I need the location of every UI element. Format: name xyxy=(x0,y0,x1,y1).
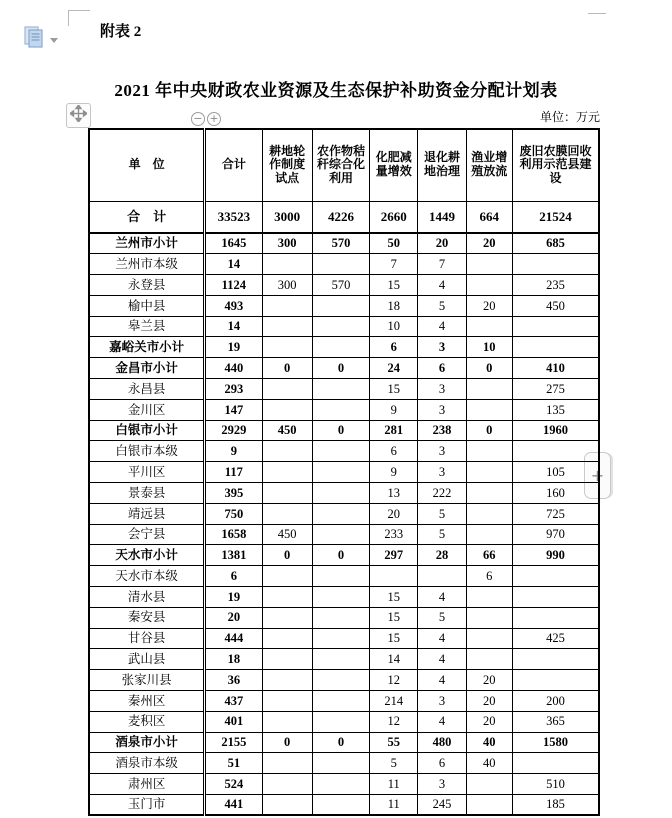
value-cell[interactable]: 40 xyxy=(466,732,512,753)
unit-cell[interactable]: 靖远县 xyxy=(89,503,205,524)
value-cell[interactable] xyxy=(512,441,599,462)
value-cell[interactable] xyxy=(262,337,312,358)
value-cell[interactable]: 15 xyxy=(370,379,418,400)
value-cell[interactable] xyxy=(262,483,312,504)
value-cell[interactable] xyxy=(466,774,512,795)
unit-cell[interactable]: 秦州区 xyxy=(89,691,205,712)
value-cell[interactable]: 450 xyxy=(262,524,312,545)
value-cell[interactable]: 6 xyxy=(466,566,512,587)
value-cell[interactable]: 200 xyxy=(512,691,599,712)
paste-options-icon xyxy=(24,26,44,53)
value-cell[interactable]: 6 xyxy=(418,358,466,379)
unit-cell[interactable]: 兰州市本级 xyxy=(89,254,205,275)
value-cell[interactable]: 12 xyxy=(370,711,418,732)
value-cell[interactable]: 1658 xyxy=(205,524,262,545)
value-cell[interactable]: 4 xyxy=(418,649,466,670)
value-cell[interactable] xyxy=(466,483,512,504)
table-row xyxy=(89,441,599,462)
value-cell[interactable] xyxy=(262,711,312,732)
value-cell[interactable]: 6 xyxy=(370,441,418,462)
value-cell[interactable]: 441 xyxy=(205,795,262,816)
value-cell[interactable] xyxy=(262,753,312,774)
value-cell[interactable] xyxy=(312,483,369,504)
page-corner-mark-left xyxy=(68,10,90,26)
value-cell[interactable] xyxy=(262,649,312,670)
value-cell[interactable]: 3 xyxy=(418,441,466,462)
value-cell[interactable] xyxy=(466,649,512,670)
value-cell[interactable]: 0 xyxy=(466,420,512,441)
unit-cell[interactable]: 天水市本级 xyxy=(89,566,205,587)
table-row xyxy=(89,711,599,732)
value-cell[interactable] xyxy=(512,649,599,670)
value-cell[interactable] xyxy=(512,254,599,275)
value-cell[interactable] xyxy=(312,566,369,587)
table-row xyxy=(89,462,599,483)
table-row xyxy=(89,295,599,316)
value-cell[interactable]: 14 xyxy=(370,649,418,670)
value-cell[interactable] xyxy=(312,607,369,628)
value-cell[interactable]: 4 xyxy=(418,587,466,608)
value-cell[interactable] xyxy=(262,295,312,316)
unit-cell[interactable]: 合 计 xyxy=(89,201,205,233)
value-cell[interactable]: 6 xyxy=(418,753,466,774)
value-cell[interactable]: 5 xyxy=(418,295,466,316)
value-cell[interactable]: 20 xyxy=(466,233,512,254)
value-cell[interactable]: 0 xyxy=(262,545,312,566)
header-row xyxy=(89,129,599,201)
value-cell[interactable]: 725 xyxy=(512,503,599,524)
value-cell[interactable]: 570 xyxy=(312,275,369,296)
doc-label: 附表 2 xyxy=(100,24,142,40)
value-cell[interactable] xyxy=(466,399,512,420)
page-title: 2021 年中央财政农业资源及生态保护补助资金分配计划表 xyxy=(114,81,558,100)
value-cell[interactable] xyxy=(466,628,512,649)
value-cell[interactable] xyxy=(312,628,369,649)
value-cell[interactable]: 5 xyxy=(418,503,466,524)
value-cell[interactable]: 2155 xyxy=(205,732,262,753)
unit-cell[interactable]: 皋兰县 xyxy=(89,316,205,337)
unit-cell[interactable]: 肃州区 xyxy=(89,774,205,795)
value-cell[interactable]: 14 xyxy=(205,254,262,275)
table-row xyxy=(89,649,599,670)
table-row xyxy=(89,399,599,420)
column-header[interactable]: 合计 xyxy=(205,129,262,201)
table-row xyxy=(89,316,599,337)
unit-cell[interactable]: 武山县 xyxy=(89,649,205,670)
value-cell[interactable]: 18 xyxy=(370,295,418,316)
unit-cell[interactable]: 永昌县 xyxy=(89,379,205,400)
value-cell[interactable] xyxy=(312,711,369,732)
value-cell[interactable]: 425 xyxy=(512,628,599,649)
value-cell[interactable]: 401 xyxy=(205,711,262,732)
value-cell[interactable]: 21524 xyxy=(512,201,599,233)
value-cell[interactable] xyxy=(312,524,369,545)
unit-note: 单位：万元 xyxy=(539,110,600,124)
unit-cell[interactable]: 酒泉市本级 xyxy=(89,753,205,774)
value-cell[interactable]: 970 xyxy=(512,524,599,545)
table-row xyxy=(89,545,599,566)
add-column-button[interactable]: + xyxy=(584,452,611,499)
value-cell[interactable] xyxy=(262,774,312,795)
value-cell[interactable]: 293 xyxy=(205,379,262,400)
value-cell[interactable]: 11 xyxy=(370,795,418,816)
table-header xyxy=(89,129,599,201)
value-cell[interactable]: 685 xyxy=(512,233,599,254)
value-cell[interactable] xyxy=(312,379,369,400)
value-cell[interactable]: 135 xyxy=(512,399,599,420)
value-cell[interactable]: 365 xyxy=(512,711,599,732)
unit-cell[interactable]: 景泰县 xyxy=(89,483,205,504)
value-cell[interactable]: 1960 xyxy=(512,420,599,441)
value-cell[interactable]: 5 xyxy=(418,524,466,545)
value-cell[interactable]: 0 xyxy=(312,545,369,566)
value-cell[interactable]: 4 xyxy=(418,628,466,649)
table-row xyxy=(89,254,599,275)
table-row xyxy=(89,420,599,441)
value-cell[interactable] xyxy=(262,628,312,649)
value-cell[interactable]: 238 xyxy=(418,420,466,441)
table-row xyxy=(89,566,599,587)
table-row xyxy=(89,503,599,524)
unit-cell[interactable]: 秦安县 xyxy=(89,607,205,628)
unit-cell[interactable]: 榆中县 xyxy=(89,295,205,316)
table-row xyxy=(89,201,599,233)
value-cell[interactable]: 233 xyxy=(370,524,418,545)
value-cell[interactable] xyxy=(466,587,512,608)
value-cell[interactable] xyxy=(466,462,512,483)
value-cell[interactable]: 10 xyxy=(370,316,418,337)
value-cell[interactable]: 0 xyxy=(312,420,369,441)
value-cell[interactable] xyxy=(370,566,418,587)
value-cell[interactable] xyxy=(262,607,312,628)
move-icon xyxy=(70,105,87,127)
value-cell[interactable]: 3 xyxy=(418,379,466,400)
value-cell[interactable]: 1645 xyxy=(205,233,262,254)
unit-cell[interactable]: 嘉峪关市小计 xyxy=(89,337,205,358)
value-cell[interactable] xyxy=(262,379,312,400)
table-row xyxy=(89,483,599,504)
value-cell[interactable]: 5 xyxy=(418,607,466,628)
value-cell[interactable] xyxy=(262,795,312,816)
unit-cell[interactable]: 兰州市小计 xyxy=(89,233,205,254)
table-row xyxy=(89,795,599,816)
value-cell[interactable]: 2929 xyxy=(205,420,262,441)
table-row xyxy=(89,275,599,296)
value-cell[interactable]: 20 xyxy=(466,711,512,732)
table-row xyxy=(89,732,599,753)
value-cell[interactable]: 570 xyxy=(312,233,369,254)
value-cell[interactable]: 9 xyxy=(370,462,418,483)
value-cell[interactable]: 235 xyxy=(512,275,599,296)
unit-cell[interactable]: 清水县 xyxy=(89,587,205,608)
value-cell[interactable]: 4 xyxy=(418,670,466,691)
value-cell[interactable] xyxy=(512,587,599,608)
value-cell[interactable]: 4226 xyxy=(312,201,369,233)
value-cell[interactable]: 33523 xyxy=(205,201,262,233)
value-cell[interactable]: 6 xyxy=(370,337,418,358)
unit-cell[interactable]: 麦积区 xyxy=(89,711,205,732)
unit-cell[interactable]: 白银市本级 xyxy=(89,441,205,462)
value-cell[interactable] xyxy=(262,254,312,275)
value-cell[interactable]: 2660 xyxy=(370,201,418,233)
value-cell[interactable] xyxy=(466,441,512,462)
value-cell[interactable] xyxy=(418,566,466,587)
value-cell[interactable]: 1449 xyxy=(418,201,466,233)
value-cell[interactable]: 55 xyxy=(370,732,418,753)
table-row xyxy=(89,587,599,608)
value-cell[interactable]: 185 xyxy=(512,795,599,816)
value-cell[interactable]: 20 xyxy=(418,233,466,254)
value-cell[interactable] xyxy=(512,753,599,774)
value-cell[interactable]: 3 xyxy=(418,774,466,795)
value-cell[interactable]: 750 xyxy=(205,503,262,524)
value-cell[interactable]: 664 xyxy=(466,201,512,233)
value-cell[interactable]: 20 xyxy=(466,295,512,316)
unit-cell[interactable]: 白银市小计 xyxy=(89,420,205,441)
value-cell[interactable]: 0 xyxy=(262,358,312,379)
value-cell[interactable]: 3 xyxy=(418,691,466,712)
value-cell[interactable]: 10 xyxy=(466,337,512,358)
unit-cell[interactable]: 甘谷县 xyxy=(89,628,205,649)
column-header[interactable]: 废旧农膜回收利用示范县建设 xyxy=(512,129,599,201)
table-row xyxy=(89,670,599,691)
value-cell[interactable]: 395 xyxy=(205,483,262,504)
value-cell[interactable]: 410 xyxy=(512,358,599,379)
table-row xyxy=(89,379,599,400)
value-cell[interactable]: 450 xyxy=(512,295,599,316)
value-cell[interactable] xyxy=(312,295,369,316)
value-cell[interactable]: 1381 xyxy=(205,545,262,566)
value-cell[interactable]: 5 xyxy=(370,753,418,774)
value-cell[interactable]: 117 xyxy=(205,462,262,483)
value-cell[interactable]: 105 xyxy=(512,462,599,483)
value-cell[interactable]: 15 xyxy=(370,587,418,608)
value-cell[interactable]: 19 xyxy=(205,587,262,608)
value-cell[interactable] xyxy=(312,587,369,608)
table-row xyxy=(89,774,599,795)
table-move-handle[interactable] xyxy=(66,103,91,128)
value-cell[interactable] xyxy=(466,607,512,628)
value-cell[interactable] xyxy=(262,587,312,608)
value-cell[interactable] xyxy=(262,316,312,337)
table-row xyxy=(89,607,599,628)
value-cell[interactable] xyxy=(466,254,512,275)
value-cell[interactable]: 15 xyxy=(370,275,418,296)
chevron-down-icon[interactable] xyxy=(50,38,58,43)
value-cell[interactable] xyxy=(262,670,312,691)
unit-cell[interactable]: 金川区 xyxy=(89,399,205,420)
value-cell[interactable]: 50 xyxy=(370,233,418,254)
value-cell[interactable]: 1580 xyxy=(512,732,599,753)
value-cell[interactable]: 36 xyxy=(205,670,262,691)
unit-cell[interactable]: 天水市小计 xyxy=(89,545,205,566)
value-cell[interactable]: 245 xyxy=(418,795,466,816)
value-cell[interactable] xyxy=(312,337,369,358)
table-row xyxy=(89,337,599,358)
value-cell[interactable]: 66 xyxy=(466,545,512,566)
value-cell[interactable] xyxy=(312,753,369,774)
value-cell[interactable]: 18 xyxy=(205,649,262,670)
value-cell[interactable] xyxy=(512,337,599,358)
value-cell[interactable]: 15 xyxy=(370,607,418,628)
value-cell[interactable] xyxy=(312,441,369,462)
value-cell[interactable]: 214 xyxy=(370,691,418,712)
value-cell[interactable]: 222 xyxy=(418,483,466,504)
table-row xyxy=(89,753,599,774)
value-cell[interactable]: 0 xyxy=(466,358,512,379)
value-cell[interactable] xyxy=(312,795,369,816)
value-cell[interactable]: 4 xyxy=(418,711,466,732)
value-cell[interactable]: 437 xyxy=(205,691,262,712)
value-cell[interactable] xyxy=(312,649,369,670)
table-row xyxy=(89,358,599,379)
value-cell[interactable] xyxy=(312,670,369,691)
value-cell[interactable]: 20 xyxy=(466,670,512,691)
value-cell[interactable]: 7 xyxy=(418,254,466,275)
value-cell[interactable] xyxy=(466,275,512,296)
value-cell[interactable] xyxy=(466,503,512,524)
value-cell[interactable]: 300 xyxy=(262,233,312,254)
value-cell[interactable]: 0 xyxy=(312,732,369,753)
allocation-table xyxy=(88,128,600,816)
value-cell[interactable]: 990 xyxy=(512,545,599,566)
value-cell[interactable] xyxy=(312,254,369,275)
column-header[interactable]: 耕地轮作制度试点 xyxy=(262,129,312,201)
value-cell[interactable]: 524 xyxy=(205,774,262,795)
value-cell[interactable]: 6 xyxy=(205,566,262,587)
value-cell[interactable]: 3 xyxy=(418,399,466,420)
column-header[interactable]: 单 位 xyxy=(89,129,205,201)
value-cell[interactable]: 28 xyxy=(418,545,466,566)
table-body xyxy=(89,201,599,815)
value-cell[interactable]: 297 xyxy=(370,545,418,566)
value-cell[interactable]: 160 xyxy=(512,483,599,504)
value-cell[interactable] xyxy=(262,441,312,462)
value-cell[interactable] xyxy=(512,566,599,587)
paste-options-button[interactable] xyxy=(24,27,58,51)
value-cell[interactable]: 19 xyxy=(205,337,262,358)
value-cell[interactable]: 15 xyxy=(370,628,418,649)
value-cell[interactable]: 20 xyxy=(370,503,418,524)
value-cell[interactable] xyxy=(312,399,369,420)
value-cell[interactable]: 3000 xyxy=(262,201,312,233)
unit-cell[interactable]: 会宁县 xyxy=(89,524,205,545)
value-cell[interactable]: 480 xyxy=(418,732,466,753)
value-cell[interactable]: 147 xyxy=(205,399,262,420)
value-cell[interactable] xyxy=(466,316,512,337)
value-cell[interactable] xyxy=(312,316,369,337)
page-corner-mark-right xyxy=(588,13,606,25)
value-cell[interactable]: 0 xyxy=(262,732,312,753)
value-cell[interactable] xyxy=(466,795,512,816)
value-cell[interactable]: 275 xyxy=(512,379,599,400)
column-header[interactable]: 退化耕地治理 xyxy=(418,129,466,201)
value-cell[interactable] xyxy=(262,399,312,420)
column-header[interactable]: 农作物秸秆综合化利用 xyxy=(312,129,369,201)
value-cell[interactable] xyxy=(262,566,312,587)
value-cell[interactable]: 51 xyxy=(205,753,262,774)
unit-cell[interactable]: 玉门市 xyxy=(89,795,205,816)
value-cell[interactable]: 0 xyxy=(312,358,369,379)
unit-cell[interactable]: 永登县 xyxy=(89,275,205,296)
unit-cell[interactable]: 酒泉市小计 xyxy=(89,732,205,753)
value-cell[interactable] xyxy=(262,503,312,524)
unit-cell[interactable]: 金昌市小计 xyxy=(89,358,205,379)
value-cell[interactable] xyxy=(312,503,369,524)
value-cell[interactable] xyxy=(312,774,369,795)
unit-cell[interactable]: 张家川县 xyxy=(89,670,205,691)
value-cell[interactable]: 4 xyxy=(418,275,466,296)
column-header[interactable]: 化肥减量增效 xyxy=(370,129,418,201)
value-cell[interactable]: 11 xyxy=(370,774,418,795)
value-cell[interactable]: 24 xyxy=(370,358,418,379)
table-row xyxy=(89,691,599,712)
value-cell[interactable]: 510 xyxy=(512,774,599,795)
value-cell[interactable]: 14 xyxy=(205,316,262,337)
value-cell[interactable] xyxy=(312,462,369,483)
value-cell[interactable]: 12 xyxy=(370,670,418,691)
value-cell[interactable]: 1124 xyxy=(205,275,262,296)
table-row xyxy=(89,233,599,254)
value-cell[interactable]: 9 xyxy=(205,441,262,462)
column-header[interactable]: 渔业增殖放流 xyxy=(466,129,512,201)
unit-cell[interactable]: 平川区 xyxy=(89,462,205,483)
value-cell[interactable]: 4 xyxy=(418,316,466,337)
value-cell[interactable]: 440 xyxy=(205,358,262,379)
table-row xyxy=(89,628,599,649)
value-cell[interactable] xyxy=(512,607,599,628)
value-cell[interactable]: 3 xyxy=(418,462,466,483)
value-cell[interactable]: 9 xyxy=(370,399,418,420)
value-cell[interactable] xyxy=(512,670,599,691)
value-cell[interactable] xyxy=(262,462,312,483)
value-cell[interactable] xyxy=(512,316,599,337)
value-cell[interactable] xyxy=(262,691,312,712)
value-cell[interactable] xyxy=(466,379,512,400)
value-cell[interactable]: 7 xyxy=(370,254,418,275)
value-cell[interactable]: 444 xyxy=(205,628,262,649)
value-cell[interactable]: 20 xyxy=(466,691,512,712)
collapse-column-button[interactable]: − xyxy=(191,112,205,126)
expand-column-button[interactable]: + xyxy=(207,112,221,126)
value-cell[interactable]: 13 xyxy=(370,483,418,504)
value-cell[interactable] xyxy=(466,524,512,545)
value-cell[interactable]: 281 xyxy=(370,420,418,441)
value-cell[interactable]: 20 xyxy=(205,607,262,628)
value-cell[interactable]: 3 xyxy=(418,337,466,358)
value-cell[interactable]: 40 xyxy=(466,753,512,774)
table-row xyxy=(89,524,599,545)
value-cell[interactable]: 450 xyxy=(262,420,312,441)
value-cell[interactable]: 493 xyxy=(205,295,262,316)
value-cell[interactable] xyxy=(312,691,369,712)
value-cell[interactable]: 300 xyxy=(262,275,312,296)
